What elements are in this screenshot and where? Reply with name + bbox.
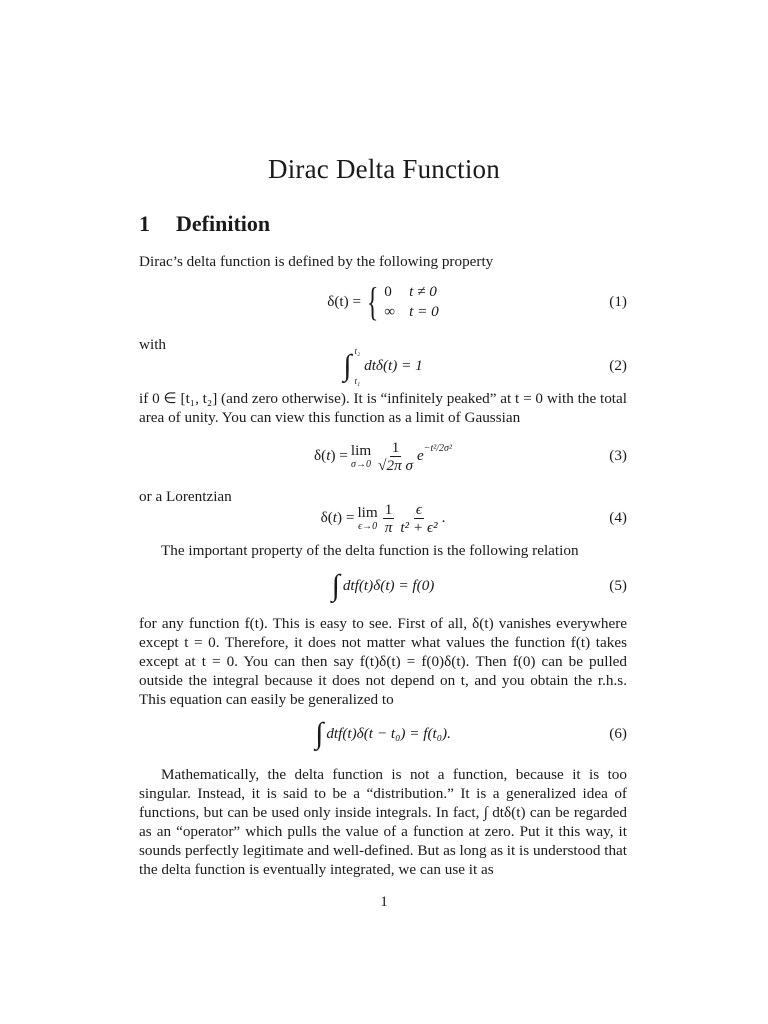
equation-3 bbox=[139, 432, 627, 480]
equation-1 bbox=[139, 278, 627, 326]
section-heading bbox=[139, 211, 270, 237]
eq1-case1-value: 0 bbox=[384, 283, 392, 300]
eq3-exp-base: e bbox=[416, 447, 424, 464]
equation-5 bbox=[139, 562, 627, 610]
eq4-fraction-1 bbox=[383, 501, 395, 536]
integral-lower-limit: t₁ bbox=[354, 376, 361, 386]
eq4-limit-sub: ϵ→0 bbox=[358, 521, 378, 532]
eq3-exponent: −t²/2σ² bbox=[423, 442, 452, 454]
paragraph-explanation: for any function f(t). This is easy to see. First of all, δ(t) vanishes everywhere except t = 0. Therefore, it does not matter what values the function f(t) takes except at t = 0. You can then say f(t)δ(t) = f(0)δ(t). Then f(0) can be pulled outside the integral because it does not depend on t, and you obtain the r.h.s. This equation can easily be generalized to bbox=[139, 615, 627, 708]
integral-sign-icon: ∫ bbox=[315, 717, 324, 750]
eq3-fraction bbox=[376, 439, 415, 474]
eq1-lhs: δ(t) = bbox=[327, 293, 362, 310]
eq6-body: dtf(t)δ(t − t₀) = f(t₀). bbox=[326, 725, 451, 742]
integral-sign-icon: ∫ bbox=[331, 569, 340, 602]
eq3-limit: lim σ→0 bbox=[350, 442, 372, 470]
paragraph-property: The important property of the delta function is the following relation bbox=[161, 542, 579, 559]
equation-number: (1) bbox=[609, 293, 627, 310]
eq4-lhs: δ(t) = bbox=[320, 509, 355, 526]
integral-limits bbox=[354, 346, 360, 386]
section-title: Definition bbox=[176, 211, 271, 236]
paragraph-peaked: if 0 ∈ [t₁, t₂] (and zero otherwise). It is “infinitely peaked” at t = 0 with the total area of unity. You can view this function as a limit of Gaussian bbox=[139, 390, 627, 426]
integral-sign-icon: ∫ bbox=[343, 349, 352, 382]
integral-upper-limit: t₂ bbox=[354, 346, 361, 356]
eq4-numerator-1: 1 bbox=[384, 500, 393, 518]
paragraph-distribution: Mathematically, the delta function is not a function, because it is too singular. Instead, it is said to be a “distribution.” It is a generalized idea of functions, but can be used only inside integrals. In fact, ∫ dtδ(t) can be regarded as an “operator” which pulls the value of a function at zero. Put it this way, it sounds perfectly legitimate and well-defined. But as long as it is understood that the delta function is eventually integrated, we can use it as bbox=[139, 766, 628, 878]
eq4-fraction-2 bbox=[398, 501, 439, 536]
eq4-denominator-2: t² + ϵ² bbox=[400, 518, 438, 536]
eq3-lhs: δ(t) = bbox=[314, 447, 348, 464]
section-number: 1 bbox=[139, 211, 150, 236]
left-brace-icon: { bbox=[366, 279, 379, 324]
equation-6 bbox=[139, 710, 627, 758]
paragraph-intro: Dirac’s delta function is defined by the following property bbox=[139, 253, 494, 270]
page-number: 1 bbox=[380, 893, 388, 910]
eq3-numerator: 1 bbox=[391, 438, 400, 456]
document-title: Dirac Delta Function bbox=[268, 154, 500, 184]
equation-number: (3) bbox=[609, 447, 627, 464]
eq4-denominator-1: π bbox=[384, 518, 393, 536]
eq5-body: dtf(t)δ(t) = f(0) bbox=[342, 577, 435, 594]
eq4-tail: . bbox=[441, 509, 446, 526]
eq2-body: dtδ(t) = 1 bbox=[364, 357, 423, 374]
eq1-case2-value: ∞ bbox=[384, 303, 396, 320]
equation-number: (4) bbox=[609, 509, 627, 526]
eq1-case1-condition: t ≠ 0 bbox=[409, 283, 437, 300]
eq3-denominator: √2π σ bbox=[378, 456, 413, 474]
eq1-cases bbox=[384, 283, 438, 321]
eq1-case2-condition: t = 0 bbox=[409, 303, 439, 320]
equation-2 bbox=[139, 342, 627, 390]
equation-number: (5) bbox=[609, 577, 627, 594]
eq3-limit-sub: σ→0 bbox=[351, 459, 371, 470]
eq4-limit: lim ϵ→0 bbox=[357, 504, 378, 532]
eq4-numerator-2: ϵ bbox=[415, 500, 423, 518]
equation-number: (6) bbox=[609, 725, 627, 742]
equation-4 bbox=[139, 494, 627, 542]
equation-number: (2) bbox=[609, 357, 627, 374]
paragraph-with: with bbox=[139, 336, 167, 353]
paragraph-lorentzian: or a Lorentzian bbox=[139, 488, 232, 505]
